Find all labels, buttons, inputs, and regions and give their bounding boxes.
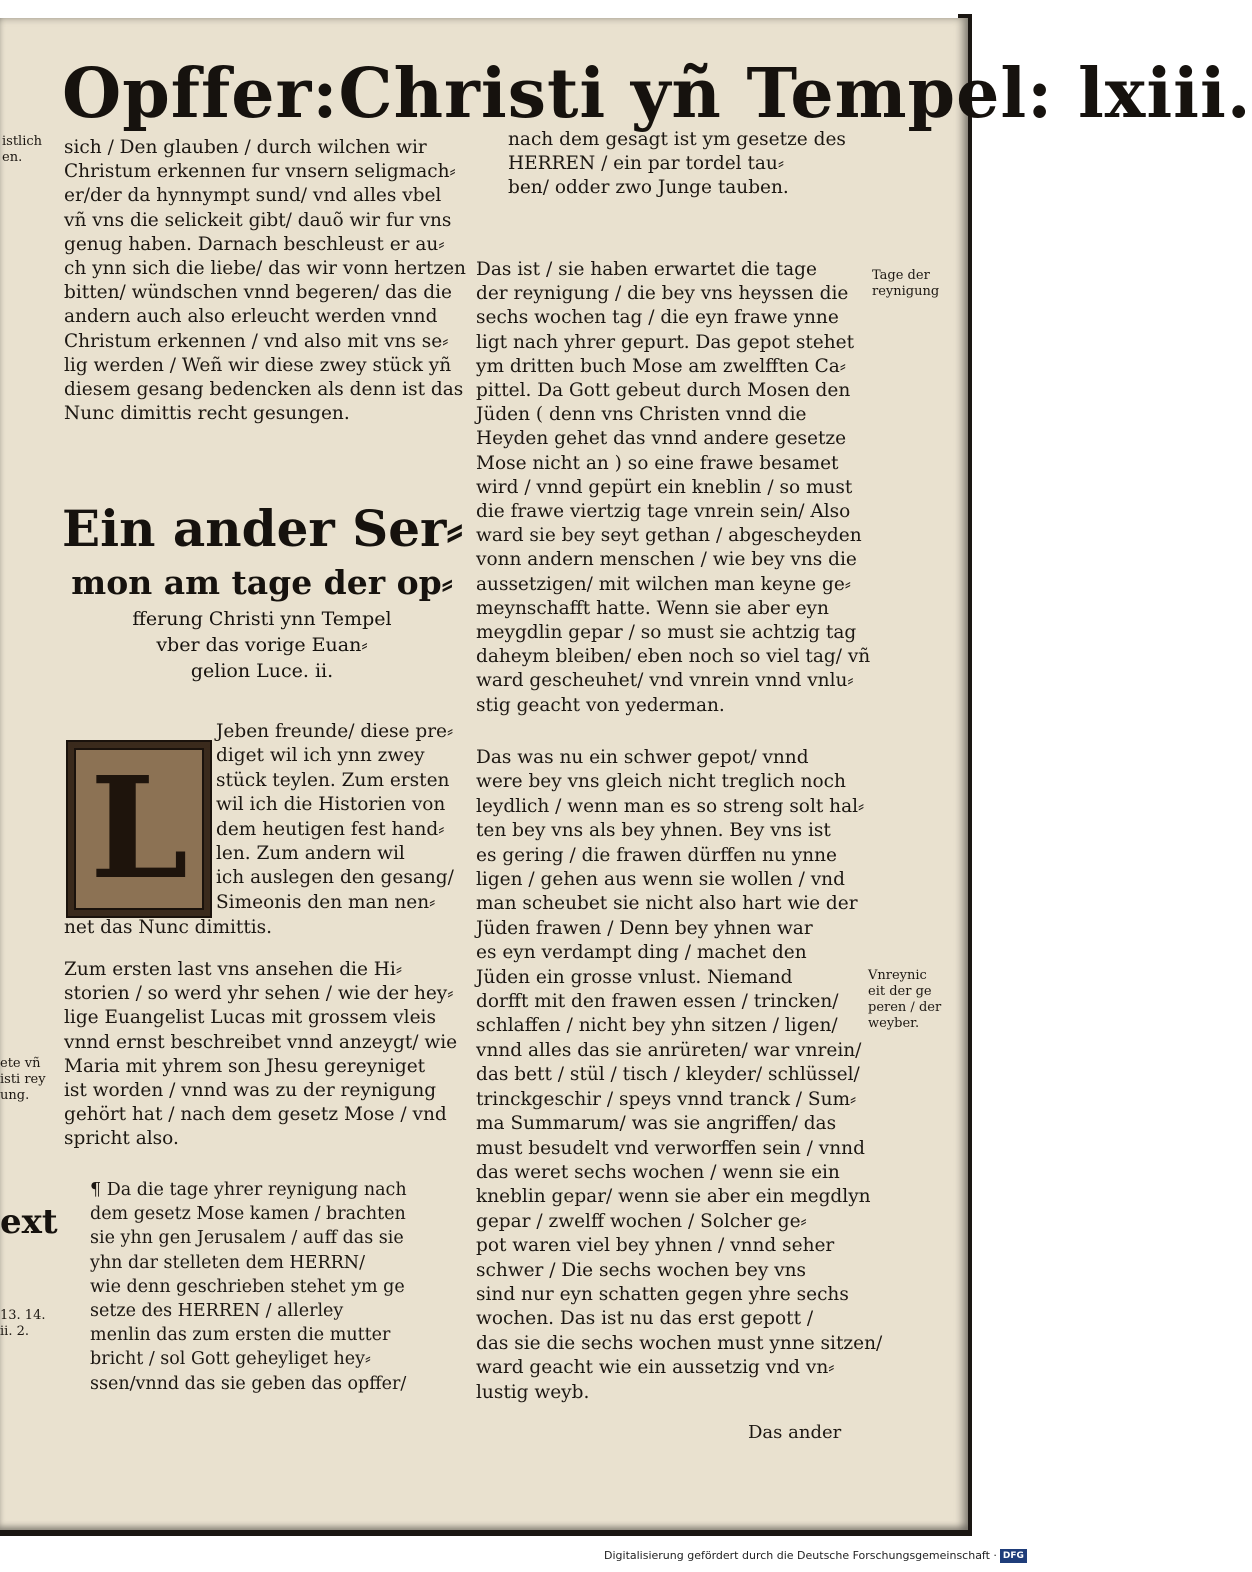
text-line: das bett / stül / tisch / kleyder/ schlüssel/	[476, 1064, 860, 1086]
text-line: lustig weyb.	[476, 1381, 590, 1403]
text-line: stig geacht von yederman.	[476, 694, 725, 716]
text-line: dem heutigen fest hand⸗	[216, 818, 445, 840]
text-line: len. Zum andern wil	[216, 843, 405, 865]
margin-note-ref-2: ii. 2.	[0, 1324, 29, 1339]
page-headline: Opffer:Christi yñ Tempel: lxiii.	[62, 54, 1252, 134]
text-line: ym dritten buch Mose am zwelfften Ca⸗	[476, 355, 846, 377]
quote-line: bricht / sol Gott geheyliget hey⸗	[90, 1349, 371, 1370]
text-line: ch ynn sich die liebe/ das wir vonn hertzen	[64, 258, 466, 280]
text-line: daheym bleiben/ eben noch so viel tag/ vñ	[476, 646, 871, 668]
text-line: Mose nicht an ) so eine frawe besamet	[476, 452, 839, 474]
text-line: nach dem gesagt ist ym gesetze des	[508, 129, 846, 150]
text-line: ward geacht wie ein aussetzig vnd vn⸗	[476, 1357, 835, 1379]
catchword: Das ander	[748, 1422, 842, 1443]
margin-note-maria-3: ung.	[0, 1088, 30, 1103]
text-line: HERREN / ein par tordel tau⸗	[508, 153, 784, 175]
text-line: ward sie bey seyt gethan / abgescheyden	[476, 525, 862, 547]
text-line: stück teylen. Zum ersten	[216, 769, 450, 791]
margin-note-tage-1: Tage der	[872, 268, 930, 283]
text-line: leydlich / wenn man es so streng solt hal⸗	[476, 795, 865, 817]
text-line: genug haben. Darnach beschleust er au⸗	[64, 233, 445, 255]
quote-line: ssen/vnnd das sie geben das opffer/	[90, 1373, 407, 1394]
left-top-text	[64, 136, 466, 426]
margin-note-maria-2: isti rey	[0, 1072, 46, 1087]
sermon-title-line1: Ein ander Ser⸗	[62, 499, 464, 558]
book-page	[0, 18, 1252, 1530]
text-line: ligen / gehen aus wenn sie wollen / vnd	[476, 869, 845, 891]
text-line: sechs wochen tag / die eyn frawe ynne	[476, 307, 839, 329]
text-line: trinckgeschir / speys vnnd tranck / Sum⸗	[476, 1088, 857, 1110]
margin-note-vnreyn-3: peren / der	[868, 1000, 942, 1015]
quote-line: wie denn geschrieben stehet ym ge	[90, 1276, 405, 1297]
text-line: das weret sechs wochen / wenn sie ein	[476, 1161, 840, 1183]
text-line: ten bey vns als bey yhnen. Bey vns ist	[476, 820, 831, 842]
margin-note-ref	[0, 1308, 45, 1340]
sermon-title-line4: vber das vorige Euan⸗	[156, 634, 368, 656]
text-line: diget wil ich ynn zwey	[216, 745, 425, 767]
initial-letter: L	[89, 747, 189, 911]
text-line: Jüden frawen / Denn bey yhnen war	[476, 917, 813, 939]
sermon-title-line2: mon am tage der op⸗	[71, 563, 453, 602]
intro-last-line-text: net das Nunc dimittis.	[64, 917, 273, 938]
text-line: die frawe viertzig tage vnrein sein/ Also	[476, 501, 851, 523]
text-line: der reynigung / die bey vns heyssen die	[476, 283, 849, 305]
gospel-quote	[90, 1178, 456, 1396]
text-line: schlaffen / nicht bey yhn sitzen / ligen/	[476, 1015, 838, 1037]
right-paragraph-1	[476, 258, 871, 718]
quote-line: setze des HERREN / allerley	[90, 1301, 344, 1322]
intro-text	[216, 720, 456, 915]
text-line: Jüden ( denn vns Christen vnnd die	[476, 404, 807, 426]
text-line: Jeben freunde/ diese pre⸗	[216, 721, 454, 742]
text-line: ist worden / vnnd was zu der reynigung	[64, 1080, 437, 1102]
footer-text: Digitalisierung gefördert durch die Deutsche Forschungsgemeinschaft ·	[604, 1549, 997, 1562]
decorated-initial	[66, 740, 212, 918]
text-line: wochen. Das ist nu das erst gepott /	[476, 1308, 814, 1330]
text-line: meynschafft hatte. Wenn sie aber eyn	[476, 597, 829, 619]
history-paragraph	[64, 958, 458, 1152]
text-line: man scheubet sie nicht also hart wie der	[476, 893, 858, 915]
text-line: Nunc dimittis recht gesungen.	[64, 403, 350, 425]
right-paragraph-2	[476, 746, 883, 1405]
dfg-logo-icon: DFG	[1000, 1549, 1027, 1563]
text-line: diesem gesang bedencken als denn ist das	[64, 379, 464, 401]
text-line: Zum ersten last vns ansehen die Hi⸗	[64, 959, 402, 980]
text-line: vnnd alles das sie anrüreten/ war vnrein/	[476, 1039, 862, 1061]
text-line: ligt nach yhrer gepurt. Das gepot stehet	[476, 331, 855, 353]
sermon-title-line5: gelion Luce. ii.	[190, 660, 334, 682]
text-line: kneblin gepar/ wenn sie aber ein megdlyn	[476, 1186, 871, 1208]
text-line: ward gescheuhet/ vnd vnrein vnnd vnlu⸗	[476, 670, 854, 692]
quote-line: yhn dar stelleten dem HERRN/	[90, 1252, 366, 1273]
text-line: Das ist / sie haben erwartet die tage	[476, 259, 817, 280]
text-line: Simeonis den man nen⸗	[216, 891, 436, 913]
margin-note-left-top-1: istlich	[2, 134, 43, 149]
quote-line: menlin das zum ersten die mutter	[90, 1325, 391, 1346]
text-line: sind nur eyn schatten gegen yhre sechs	[476, 1283, 849, 1305]
text-line: es eyn verdampt ding / machet den	[476, 942, 807, 964]
text-line: Heyden gehet das vnnd andere gesetze	[476, 428, 847, 450]
text-line: gepar / zwelff wochen / Solcher ge⸗	[476, 1210, 807, 1232]
text-line: es gering / die frawen dürffen nu ynne	[476, 844, 837, 866]
text-line: das sie die sechs wochen must ynne sitzen/	[476, 1332, 883, 1354]
margin-note-vnreyn	[868, 968, 941, 1032]
text-line: pot waren viel bey yhnen / vnnd seher	[476, 1235, 835, 1257]
text-line: er/der da hynnympt sund/ vnd alles vbel	[64, 185, 442, 207]
margin-note-ref-1: 13. 14.	[0, 1308, 46, 1323]
margin-note-vnreyn-1: Vnreynic	[868, 968, 927, 983]
text-line: schwer / Die sechs wochen bey vns	[476, 1259, 807, 1281]
quote-line: sie yhn gen Jerusalem / auff das sie	[90, 1228, 404, 1249]
margin-note-tage	[872, 268, 939, 300]
text-line: spricht also.	[64, 1128, 179, 1150]
text-line: vnnd ernst beschreibet vnnd anzeygt/ wie	[64, 1031, 458, 1053]
margin-note-tage-2: reynigung	[872, 284, 940, 299]
initial-frame	[74, 748, 204, 910]
sermon-title	[62, 498, 462, 684]
text-line: storien / so werd yhr sehen / wie der hey⸗	[64, 983, 454, 1005]
text-side-label: ext	[0, 1202, 58, 1242]
text-line: wil ich die Historien von	[216, 794, 446, 816]
text-line: aussetzigen/ mit wilchen man keyne ge⸗	[476, 573, 851, 595]
margin-note-maria	[0, 1056, 46, 1104]
text-line: ben/ odder zwo Junge tauben.	[508, 177, 789, 199]
text-line: Jüden ein grosse vnlust. Niemand	[476, 966, 793, 988]
text-line: vñ vns die selickeit gibt/ dauõ wir fur vns	[64, 209, 452, 231]
intro-last-line	[64, 916, 454, 940]
text-line: lig werden / Weñ wir diese zwey stück yñ	[64, 354, 452, 376]
sermon-title-line3: fferung Christi ynn Tempel	[132, 608, 392, 630]
margin-note-vnreyn-2: eit der ge	[868, 984, 932, 999]
quote-line: ¶ Da die tage yhrer reynigung nach	[90, 1180, 407, 1200]
margin-note-left-top-2: en.	[2, 150, 23, 165]
quote-line: dem gesetz Mose kamen / brachten	[90, 1204, 406, 1225]
text-line: pittel. Da Gott gebeut durch Mosen den	[476, 380, 851, 402]
text-line: ich auslegen den gesang/	[216, 867, 454, 889]
text-line: wird / vnnd gepürt ein kneblin / so must	[476, 476, 853, 498]
text-line: meygdlin gepar / so must sie achtzig tag	[476, 622, 857, 644]
text-line: vonn andern menschen / wie bey vns die	[476, 549, 857, 571]
text-line: were bey vns gleich nicht treglich noch	[476, 771, 846, 793]
text-line: Das was nu ein schwer gepot/ vnnd	[476, 747, 809, 768]
right-top-text	[508, 128, 868, 201]
text-line: ma Summarum/ was sie angriffen/ das	[476, 1113, 837, 1135]
margin-note-left-top	[2, 134, 42, 166]
text-line: must besudelt vnd verworffen sein / vnnd	[476, 1137, 865, 1159]
footer-funding-note	[604, 1546, 1027, 1566]
text-line: lige Euangelist Lucas mit grossem vleis	[64, 1007, 436, 1029]
text-line: Maria mit yhrem son Jhesu gereyniget	[64, 1055, 426, 1077]
text-line: sich / Den glauben / durch wilchen wir	[64, 137, 427, 158]
margin-note-maria-1: ete vñ	[0, 1056, 41, 1071]
text-line: Christum erkennen fur vnsern seligmach⸗	[64, 161, 456, 183]
text-line: gehört hat / nach dem gesetz Mose / vnd	[64, 1104, 447, 1126]
text-line: dorfft mit den frawen essen / trincken/	[476, 991, 839, 1013]
text-line: andern auch also erleucht werden vnnd	[64, 306, 438, 328]
text-line: Christum erkennen / vnd also mit vns se⸗	[64, 330, 449, 352]
text-line: bitten/ wündschen vnnd begeren/ das die	[64, 282, 452, 304]
margin-note-vnreyn-4: weyber.	[868, 1016, 920, 1031]
